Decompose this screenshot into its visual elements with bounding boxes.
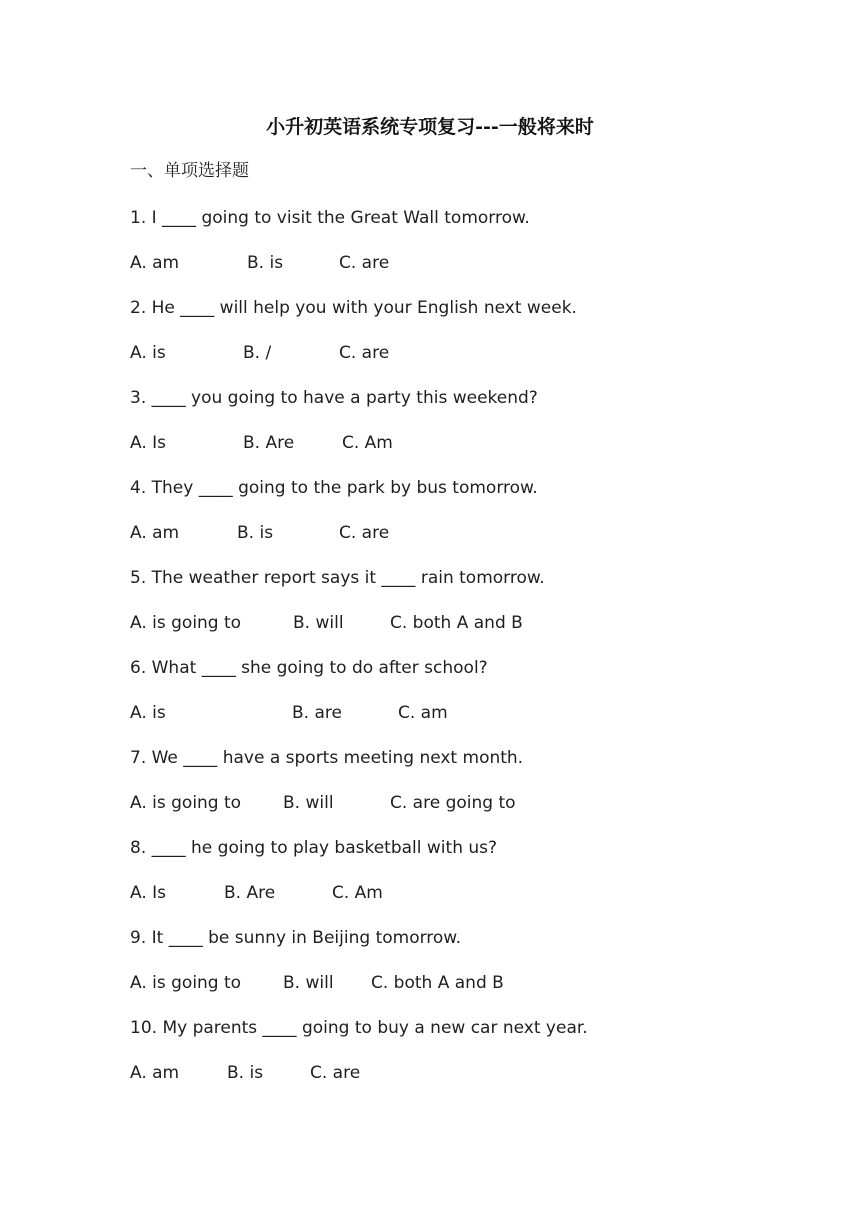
question-5: 5. The weather report says it ____ rain tomorrow. bbox=[130, 568, 545, 588]
option-a: A. is bbox=[130, 343, 166, 363]
option-c: C. both A and B bbox=[371, 973, 504, 993]
section-heading: 一、单项选择题 bbox=[130, 161, 249, 181]
option-a: A. is going to bbox=[130, 973, 242, 993]
option-b: B. is bbox=[237, 523, 274, 543]
question-4: 4. They ____ going to the park by bus tomorrow. bbox=[130, 478, 538, 498]
question-3: 3. ____ you going to have a party this weekend? bbox=[130, 388, 538, 408]
option-b: B. will bbox=[283, 973, 334, 993]
option-b: B. are bbox=[292, 703, 342, 723]
question-2: 2. He ____ will help you with your English next week. bbox=[130, 298, 577, 318]
option-c: C. are bbox=[339, 253, 390, 273]
option-b: B. Are bbox=[243, 433, 295, 453]
option-c: C. are going to bbox=[390, 793, 516, 813]
option-b: B. / bbox=[243, 343, 272, 363]
option-a: A. am bbox=[130, 253, 180, 273]
option-b: B. will bbox=[293, 613, 344, 633]
option-a: A. is going to bbox=[130, 613, 242, 633]
option-a: A. is bbox=[130, 703, 166, 723]
question-10: 10. My parents ____ going to buy a new car next year. bbox=[130, 1018, 588, 1038]
option-c: C. are bbox=[339, 523, 390, 543]
option-c: C. both A and B bbox=[390, 613, 523, 633]
question-7: 7. We ____ have a sports meeting next month. bbox=[130, 748, 524, 768]
option-c: C. Am bbox=[332, 883, 383, 903]
option-c: C. am bbox=[398, 703, 448, 723]
option-a: A. Is bbox=[130, 433, 167, 453]
option-b: B. will bbox=[283, 793, 334, 813]
question-6: 6. What ____ she going to do after school? bbox=[130, 658, 488, 678]
option-b: B. Are bbox=[224, 883, 276, 903]
option-b: B. is bbox=[227, 1063, 264, 1083]
option-b: B. is bbox=[247, 253, 284, 273]
question-8: 8. ____ he going to play basketball with us? bbox=[130, 838, 498, 858]
option-a: A. am bbox=[130, 523, 180, 543]
option-c: C. are bbox=[339, 343, 390, 363]
option-c: C. are bbox=[310, 1063, 361, 1083]
page-title: 小升初英语系统专项复习---一般将来时 bbox=[266, 116, 594, 138]
option-a: A. Is bbox=[130, 883, 167, 903]
option-a: A. is going to bbox=[130, 793, 242, 813]
option-c: C. Am bbox=[342, 433, 393, 453]
option-a: A. am bbox=[130, 1063, 180, 1083]
question-1: 1. I ____ going to visit the Great Wall tomorrow. bbox=[130, 208, 530, 228]
question-9: 9. It ____ be sunny in Beijing tomorrow. bbox=[130, 928, 462, 948]
